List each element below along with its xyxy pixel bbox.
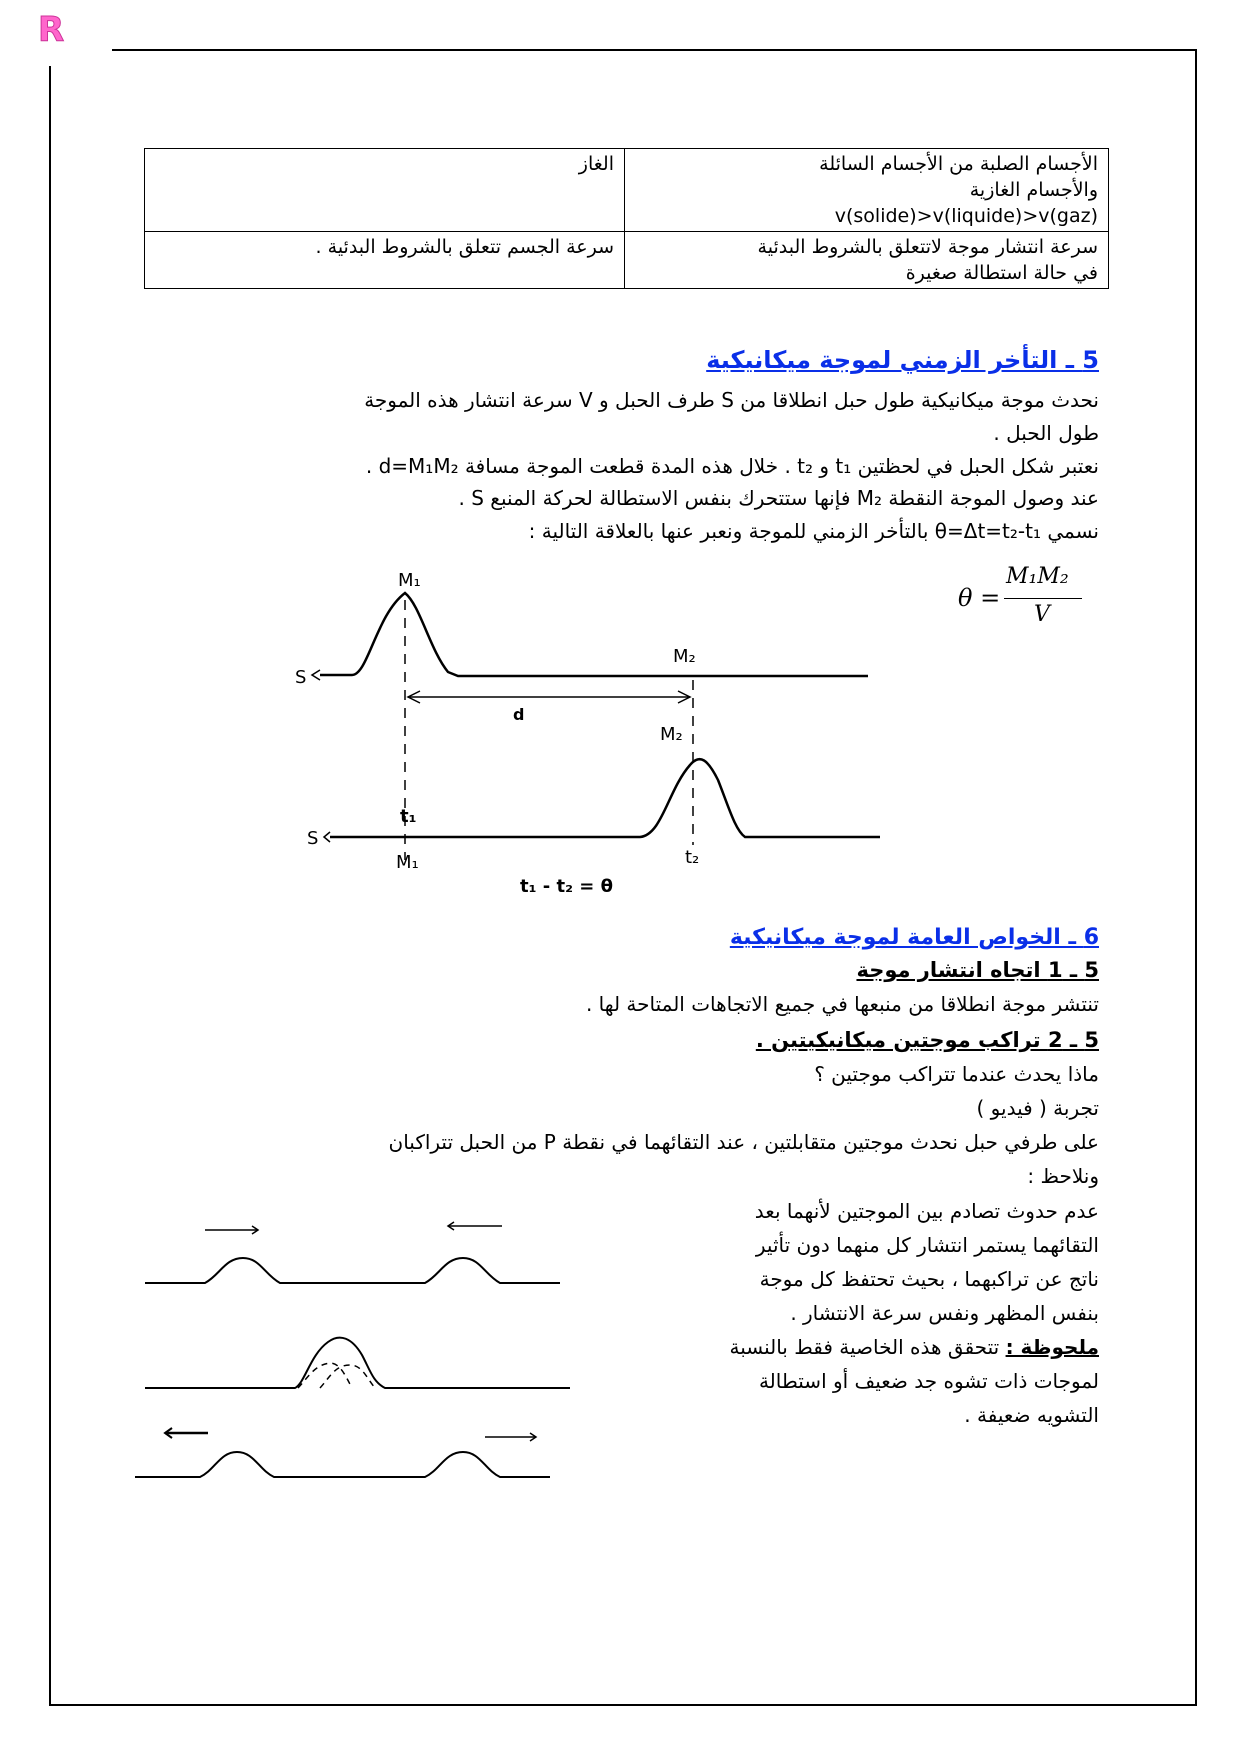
column-line: التقائهما يستمر انتشار كل منهما دون تأثير xyxy=(755,1233,1099,1257)
rope-top xyxy=(320,593,868,676)
table-cell-line: في حالة استطالة صغيرة xyxy=(905,262,1098,284)
frame-top-rule xyxy=(112,49,1196,51)
s-marker-bottom xyxy=(324,832,330,842)
wave-delay-figure xyxy=(280,560,900,910)
column-line: التشويه ضعيفة . xyxy=(964,1403,1099,1427)
label-m2-top: M₂ xyxy=(673,646,696,667)
table-row xyxy=(145,149,1109,232)
table-cell-line: سرعة انتشار موجة لاتتعلق بالشروط البدئية xyxy=(757,236,1098,258)
paragraph: ماذا يحدث عندما تتراكب موجتين ؟ xyxy=(814,1062,1099,1086)
label-t2: t₂ xyxy=(685,847,700,868)
label-m1-bottom: M₁ xyxy=(396,852,419,873)
frame-right-rule xyxy=(1195,49,1197,1705)
speed-inequality: v(solide)>v(liquide)>v(gaz) xyxy=(834,205,1098,227)
table-cell xyxy=(625,232,1109,289)
table-cell-line: والأجسام الغازية xyxy=(969,179,1098,201)
formula-denominator: V xyxy=(1034,602,1050,627)
note-line xyxy=(599,1330,1099,1364)
frame-left-rule xyxy=(49,66,51,1705)
rope-before xyxy=(145,1258,560,1283)
section-6-heading: 6 ـ الخواص العامة لموجة ميكانيكية xyxy=(729,925,1099,950)
paragraph: ونلاحظ : xyxy=(1027,1164,1099,1188)
label-t1: t₁ xyxy=(400,806,417,827)
figure-caption: t₁ - t₂ = θ xyxy=(520,876,613,897)
note-text: تتحقق هذه الخاصية فقط بالنسبة xyxy=(729,1335,1006,1359)
observation-column xyxy=(599,1194,1099,1432)
s-marker-top xyxy=(312,670,320,680)
column-line: لموجات ذات تشوه جد ضعيف أو استطالة xyxy=(758,1369,1099,1393)
label-m1-top: M₁ xyxy=(398,570,421,591)
rope-superposed xyxy=(145,1338,570,1388)
label-s-bottom: S xyxy=(307,828,319,849)
column-line: عدم حدوث تصادم بين الموجتين لأنهما بعد xyxy=(754,1199,1099,1223)
superposition-figure xyxy=(130,1215,590,1505)
label-d: d xyxy=(513,705,525,724)
note-label: ملحوظة : xyxy=(1005,1335,1099,1359)
paragraph: نسمي θ=Δt=t₂-t₁ بالتأخر الزمني للموجة ونعبر عنها بالعلاقة التالية : xyxy=(528,519,1099,543)
subsection-heading: 5 ـ 1 اتجاه انتشار موجة xyxy=(856,958,1099,982)
subsection-heading: 5 ـ 2 تراكب موجتين ميكانيكيتين . xyxy=(755,1028,1099,1052)
table-cell: الغاز xyxy=(145,149,625,232)
paragraph: على طرفي حبل نحدث موجتين متقابلتين ، عند التقائهما في نقطة P من الحبل تتراكبان xyxy=(388,1130,1099,1154)
table-cell xyxy=(625,149,1109,232)
table-cell: سرعة الجسم تتعلق بالشروط البدئية . xyxy=(145,232,625,289)
section-5-heading: 5 ـ التأخر الزمني لموجة ميكانيكية xyxy=(706,346,1099,374)
column-line: بنفس المظهر ونفس سرعة الانتشار . xyxy=(790,1301,1099,1325)
table-cell-line: الأجسام الصلبة من الأجسام السائلة xyxy=(819,153,1098,175)
formula-lhs: θ = xyxy=(958,584,1001,612)
formula-numerator: M₁M₂ xyxy=(1006,564,1069,589)
paragraph: طول الحبل . xyxy=(993,421,1099,445)
paragraph: عند وصول الموجة النقطة M₂ فإنها ستتحرك بنفس الاستطالة لحركة المنبع S . xyxy=(458,486,1099,510)
rope-after xyxy=(135,1452,550,1477)
fraction-bar xyxy=(1004,598,1082,599)
comparison-table xyxy=(144,148,1109,289)
table-row xyxy=(145,232,1109,289)
column-line: ناتج عن تراكبهما ، بحيث تحتفظ كل موجة xyxy=(759,1267,1099,1291)
delay-formula xyxy=(958,564,1088,634)
paragraph: تجربة ( فيديو ) xyxy=(976,1096,1099,1120)
paragraph: تنتشر موجة انطلاقا من منبعها في جميع الاتجاهات المتاحة لها . xyxy=(585,992,1099,1016)
paragraph: نعتبر شكل الحبل في لحظتين t₁ و t₂ . خلال هذه المدة قطعت الموجة مسافة d=M₁M₂ . xyxy=(365,454,1099,478)
label-m2-mid: M₂ xyxy=(660,724,683,745)
frame-bottom-rule xyxy=(49,1704,1197,1706)
label-s-top: S xyxy=(295,667,307,688)
logo: R xyxy=(38,10,65,50)
paragraph: نحدث موجة ميكانيكية طول حبل انطلاقا من S طرف الحبل و V سرعة انتشار هذه الموجة xyxy=(364,388,1099,412)
